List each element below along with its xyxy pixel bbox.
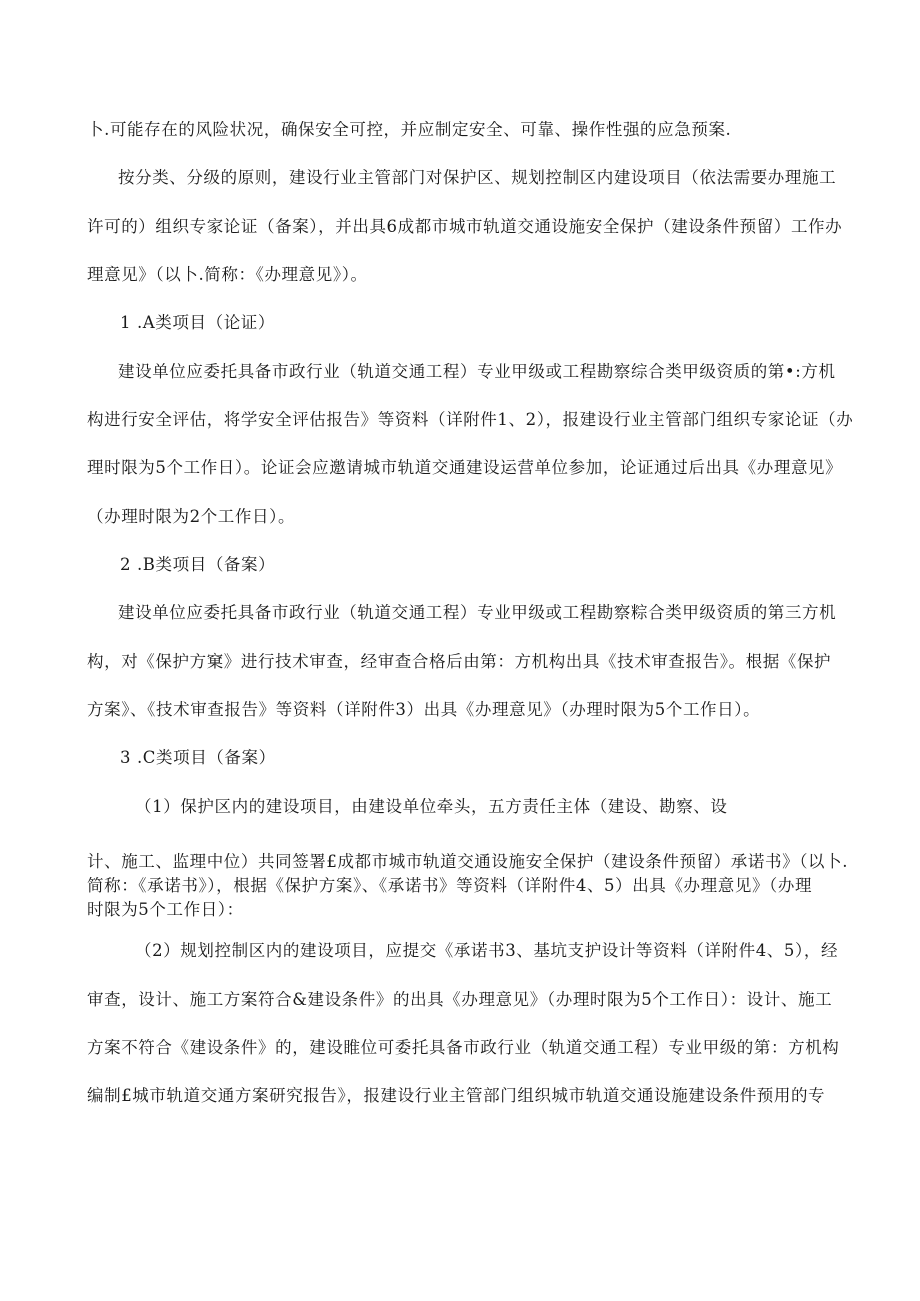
text-line-21: 方案不符合《建设条件》的，建设睢位可委托具备市政行业（轨道交通工程）专业甲级的第：方机构 [87, 1038, 840, 1057]
text-line-1: 卜.可能存在的风险状况，确保安全可控，并应制定安全、可靠、操作性强的应急预案. [87, 120, 732, 139]
text-line-3: 许可的）组织专家论证（备案），并出具6成都市城市轨道交通设施安全保护（建设条件预留）工作办 [87, 217, 843, 236]
text-line-6: 建设单位应委托具备市政行业（轨道交通工程）专业甲级或工程勘察综合类甲级资质的第•:方机 [118, 362, 836, 381]
text-line-2: 按分类、分级的原则，建设行业主管部门对保护区、规划控制区内建设项目（依法需要办理施工 [118, 168, 837, 187]
text-line-11: 建设单位应委托具备市政行业（轨道交通工程）专业甲级或工程勘察粽合类甲级资质的第三方机 [118, 603, 837, 622]
text-line-13: 方案》、《技术审查报告》等资料（详附件3）出具《办理意见》（办理时限为5个工作日）。 [87, 700, 761, 719]
section-heading-b: 2 .B类项目（备案） [120, 555, 276, 574]
text-line-15: （1）保护区内的建设项目，由建设单位牵头，五方责任主体（建设、勘察、设 [135, 797, 728, 816]
text-line-7: 构进行安全评估，将学安全评估报告》等资料（详附件1、2），报建设行业主管部门组织专家论证（办 [87, 410, 854, 429]
text-line-12: 构，对《保护方窠》进行技术审查，经审查合格后由第：方机构出具《技术审查报告》。根据《保护 [87, 652, 832, 671]
text-line-19: （2）规划控制区内的建设项目，应提交《承诺书3、基坑支护设计等资料（详附件4、5），经 [135, 941, 839, 960]
text-line-9: （办理时限为2个工作日）。 [87, 507, 296, 526]
text-line-8: 理时限为5个工作日）。论证会应邀请城市轨道交通建设运营单位参加，论证通过后出具《办理意见》 [87, 458, 843, 477]
text-line-4: 理意见》（以卜.简称：《办理意见》）。 [87, 265, 368, 284]
section-heading-a: 1 .A类项目（论证） [120, 313, 276, 332]
section-heading-c: 3 .C类项目（备案） [120, 748, 276, 767]
text-line-16: 计、施工、监理中位）共同签署£成都市城市轨道交通设施安全保护（建设条件预留）承诺书》（以卜. [87, 852, 849, 871]
text-line-22: 编制£城市轨道交通方案研究报告》，报建设行业主管部门组织城市轨道交通设施建设条件预用的专 [87, 1086, 826, 1105]
text-line-20: 审查，设计、施工方案符合&建设条件》的出具《办理意见》（办理时限为5个工作日）：设计、施工 [87, 990, 833, 1009]
text-line-18: 时限为5个工作日）： [87, 900, 244, 919]
text-line-17: 简称：《承诺书》），根据《保护方案》、《承诺书》等资料（详附件4、5）出具《办理意见》（办理 [87, 876, 813, 895]
